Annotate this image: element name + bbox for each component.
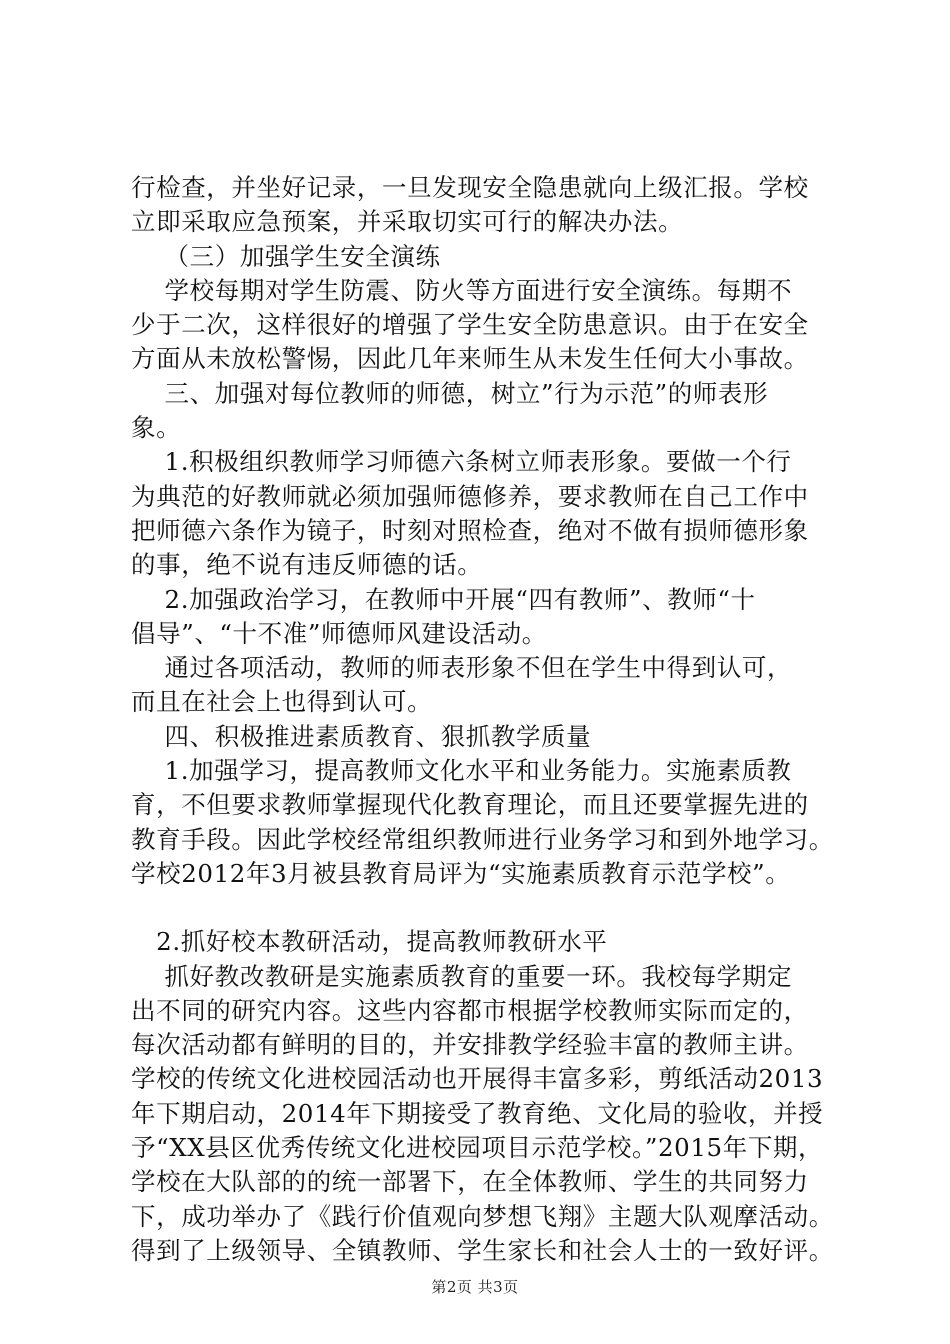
text-line: 抓好教改教研是实施素质教育的重要一环。我校每学期定 bbox=[131, 961, 793, 991]
section-heading: 四、积极推进素质教育、狠抓教学质量 bbox=[131, 721, 592, 751]
text-line: 通过各项活动，教师的师表形象不但在学生中得到认可， bbox=[131, 653, 793, 683]
text-line: 立即采取应急预案，并采取切实可行的解决办法。 bbox=[131, 207, 684, 237]
text-line: 予“XX县区优秀传统文化进校园项目示范学校。”2015年下期， bbox=[131, 1133, 824, 1163]
section-heading: 2.抓好校本教研活动，提高教师教研水平 bbox=[131, 927, 608, 957]
section-heading: 三、加强对每位教师的师德，树立”行为示范”的师表形 bbox=[131, 378, 769, 408]
text-line: 出不同的研究内容。这些内容都市根据学校教师实际而定的， bbox=[131, 995, 809, 1025]
text-line: 为典范的好教师就必须加强师德修养，要求教师在自己工作中 bbox=[131, 481, 809, 511]
text-line: 学校每期对学生防震、防火等方面进行安全演练。每期不 bbox=[131, 275, 793, 305]
text-line: 每次活动都有鲜明的目的，并安排教学经验丰富的教师主讲。 bbox=[131, 1030, 809, 1060]
text-line: 把师德六条作为镜子，时刻对照检查，绝对不做有损师德形象 bbox=[131, 515, 809, 545]
text-line: 而且在社会上也得到认可。 bbox=[131, 687, 433, 717]
text-line: 象。 bbox=[131, 413, 182, 443]
text-line: 学校2012年3月被县教育局评为“实施素质教育示范学校”。 bbox=[131, 858, 791, 888]
text-line: 2.加强政治学习，在教师中开展“四有教师”、教师“十 bbox=[131, 584, 756, 614]
text-line: 行检查，并坐好记录，一旦发现安全隐患就向上级汇报。学校 bbox=[131, 173, 809, 202]
text-line: 倡导”、“十不准”师德师风建设活动。 bbox=[131, 618, 547, 648]
text-line: 方面从未放松警惕，因此几年来师生从未发生任何大小事故。 bbox=[131, 344, 809, 374]
page-number-label: 第2页 共3页 bbox=[431, 1278, 519, 1296]
paragraph-gap bbox=[131, 891, 831, 925]
text-line: 少于二次，这样很好的增强了学生安全防患意识。由于在安全 bbox=[131, 310, 809, 340]
document-body bbox=[131, 171, 834, 1268]
page-footer bbox=[0, 1276, 950, 1297]
text-line: 学校的传统文化进校园活动也开展得丰富多彩，剪纸活动2013 bbox=[131, 1064, 824, 1094]
text-line: 得到了上级领导、全镇教师、学生家长和社会人士的一致好评。 bbox=[131, 1235, 834, 1265]
text-line: 1.积极组织教师学习师德六条树立师表形象。要做一个行 bbox=[131, 447, 792, 477]
text-line: 的事，绝不说有违反师德的话。 bbox=[131, 550, 483, 580]
text-line: 年下期启动，2014年下期接受了教育绝、文化局的验收，并授 bbox=[131, 1098, 824, 1128]
text-line: 学校在大队部的的统一部署下，在全体教师、学生的共同努力 bbox=[131, 1167, 809, 1197]
text-line: 1.加强学习，提高教师文化水平和业务能力。实施素质教 bbox=[131, 756, 792, 786]
text-line: 育，不但要求教师掌握现代化教育理论，而且还要掌握先进的 bbox=[131, 790, 809, 820]
text-line: 教育手段。因此学校经常组织教师进行业务学习和到外地学习。 bbox=[131, 824, 834, 854]
section-heading: （三）加强学生安全演练 bbox=[131, 241, 441, 271]
text-line: 下，成功举办了《践行价值观向梦想飞翔》主题大队观摩活动。 bbox=[131, 1201, 834, 1231]
